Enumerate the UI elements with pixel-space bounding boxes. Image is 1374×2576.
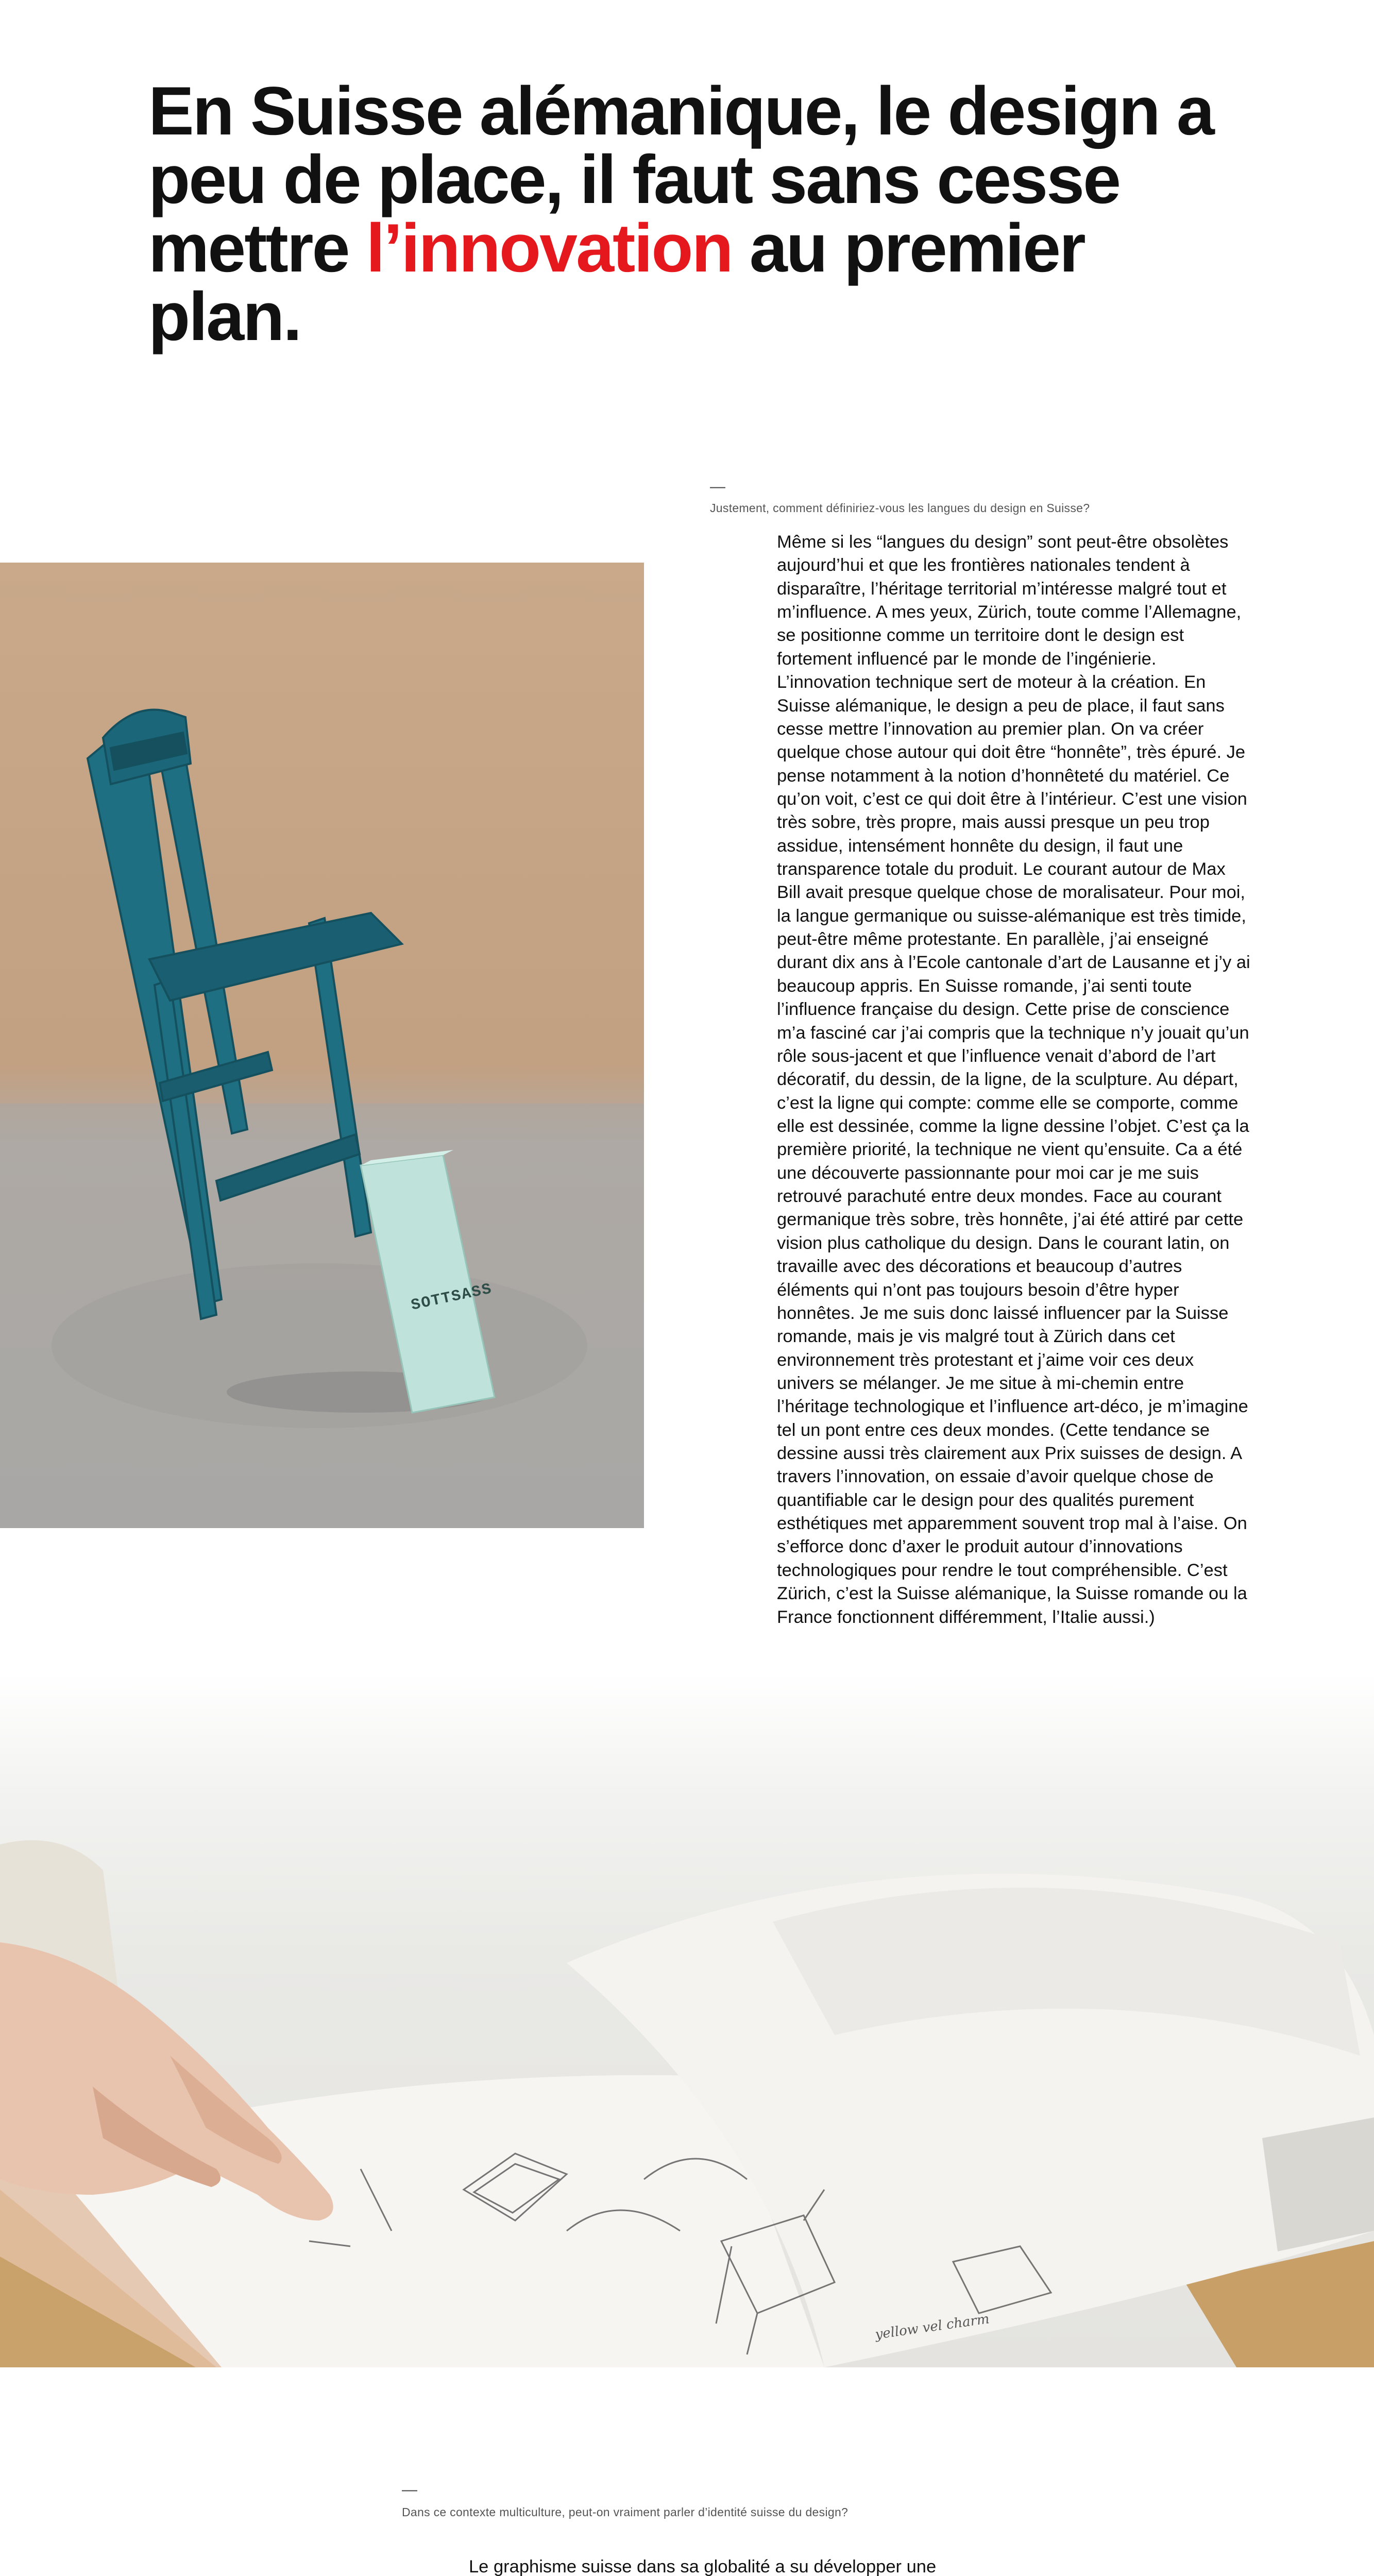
interview-question-2: Dans ce contexte multiculture, peut-on vraiment parler d’identité suisse du design? — [402, 2505, 849, 2519]
sketch-note: yellow vel charm — [874, 2311, 991, 2343]
headline-text: En Suisse alémanique, le design a peu de place, il faut sans cesse mettre — [148, 73, 1213, 286]
question-dash-2: — — [402, 2481, 417, 2498]
interview-question: Justement, comment définiriez-vous les langues du design en Suisse? — [710, 501, 1090, 515]
chair-photo — [0, 563, 644, 1528]
box-label: SOTTSASS — [410, 1280, 494, 1315]
sketchbook-photo — [0, 1674, 1374, 2367]
headline-text-end: au premier plan. — [148, 210, 1084, 355]
headline — [148, 73, 1251, 355]
question-dash: — — [710, 478, 725, 495]
interview-answer-2: Le graphisme suisse dans sa globalité a su développer une — [469, 2557, 937, 2576]
sketchbook-illustration — [0, 1674, 1374, 2367]
headline-accent: l’innovation — [366, 210, 732, 286]
chair-illustration — [0, 563, 644, 1528]
interview-answer: Même si les “langues du design” sont peut-être obsolètes aujourd’hui et que les frontières nationales tendent à disparaître, l’héritage territorial m’intéresse malgré tout et m’influence. A mes yeux, Zürich, toute comme l’Allemagne, se positionne comme un territoire dont le design est fortement influencé par le monde de l’ingénierie. L’innovation technique sert de moteur à la création. En Suisse alémanique, le design a peu de place, il faut sans cesse mettre l’innovation au premier plan. On va créer quelque chose autour qui doit être “honnête”, très épuré. Je pense notamment à la notion d’honnêteté du matériel. Ce qu’on voit, c’est ce qui doit être à l’intérieur. C’est une vision très sobre, très propre, mais aussi presque un peu trop assidue, intensément honnête du design, il faut une transparence totale du produit. Le courant autour de Max Bill avait presque quelque chose de moralisateur. Pour moi, la langue germanique ou suisse-alémanique est très timide, peut-être même protestante. En parallèle, j’ai enseigné durant dix ans à l’Ecole cantonale d’art de Lausanne et j’y ai beaucoup appris. En Suisse romande, j’ai senti toute l’influence française du design. Cette prise de conscience m’a fasciné car j’ai compris que la technique n’y jouait qu’un rôle sous-jacent et que l’influence venait d’abord de l’art décoratif, du dessin, de la ligne, de la sculpture. Au départ, c’est la ligne qui compte: comme elle se comporte, comme elle est dessinée, comme la ligne dessine l’objet. C’est ça la première priorité, la technique ne vient qu’ensuite. Ca a été une découverte passionnante pour moi car je me suis retrouvé parachuté entre deux mondes. Face au courant germanique très sobre, très honnête, j’ai été attiré par cette vision plus catholique du design. Dans le courant latin, on travaille avec des décorations et beaucoup d’autres éléments qui n’ont pas toujours besoin d’être hyper honnêtes. Je me suis donc laissé influencer par la Suisse romande, mais je vis malgré tout à Zürich dans cet environnement très protestant et j’aime voir ces deux univers se mélanger. Je me situe à mi-chemin entre l’héritage technologique et l’influence art-déco, je m’imagine tel un pont entre ces deux mondes. (Cette tendance se dessine aussi très clairement aux Prix suisses de design. A travers l’innovation, on essaie d’avoir quelque chose de quantifiable car le design pour des qualités purement esthétiques met apparemment souvent trop mal à l’aise. On s’efforce donc d’axer le produit autour d’innovations technologiques pour rendre le tout compréhensible. C’est Zürich, c’est la Suisse alémanique, la Suisse romande ou la France fonctionnent différemment, l’Italie aussi.) — [777, 532, 1250, 1627]
